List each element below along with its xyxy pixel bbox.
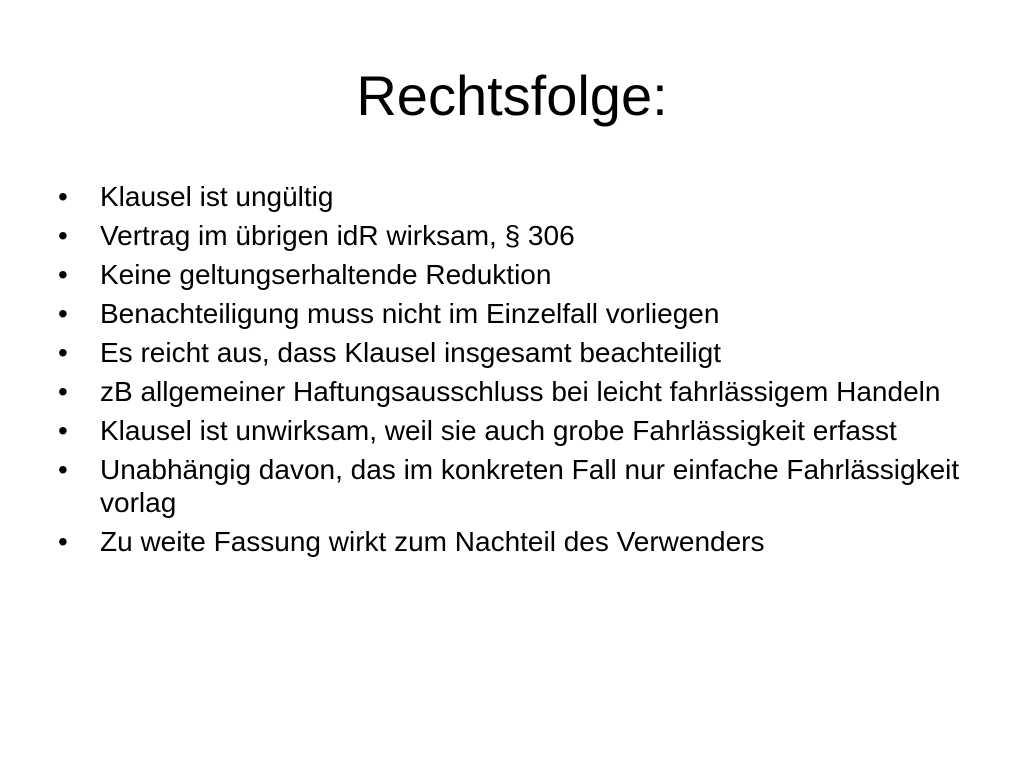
- slide-title: Rechtsfolge:: [356, 64, 668, 127]
- bullet-item-8: [58, 453, 988, 519]
- bullet-item-9: [58, 525, 988, 558]
- bullet-text: zB allgemeiner Haftungsausschluss bei leicht fahrlässigem Handeln: [100, 376, 941, 407]
- bullet-text: Klausel ist unwirksam, weil sie auch grobe Fahrlässigkeit erfasst: [100, 415, 897, 446]
- bullet-marker: •: [58, 415, 68, 446]
- bullet-marker: •: [58, 376, 68, 407]
- bullet-marker: •: [58, 454, 68, 485]
- bullet-marker: •: [58, 220, 68, 251]
- bullet-list: [58, 180, 988, 564]
- bullet-text: Klausel ist ungültig: [100, 181, 334, 212]
- bullet-item-1: [58, 180, 988, 213]
- bullet-text: Benachteiligung muss nicht im Einzelfall vorliegen: [100, 298, 720, 329]
- bullet-text: Es reicht aus, dass Klausel insgesamt beachteiligt: [100, 337, 721, 368]
- bullet-item-7: [58, 414, 988, 447]
- bullet-text: Zu weite Fassung wirkt zum Nachteil des Verwenders: [100, 526, 765, 557]
- bullet-item-4: [58, 297, 988, 330]
- bullet-text: Vertrag im übrigen idR wirksam, § 306: [100, 220, 575, 251]
- bullet-marker: •: [58, 181, 68, 212]
- bullet-item-3: [58, 258, 988, 291]
- bullet-item-5: [58, 336, 988, 369]
- bullet-text: Unabhängig davon, das im konkreten Fall nur einfache Fahrlässigkeit vorlag: [100, 454, 960, 518]
- bullet-marker: •: [58, 526, 68, 557]
- bullet-item-2: [58, 219, 988, 252]
- bullet-marker: •: [58, 298, 68, 329]
- bullet-text: Keine geltungserhaltende Reduktion: [100, 259, 552, 290]
- bullet-item-6: [58, 375, 988, 408]
- bullet-marker: •: [58, 337, 68, 368]
- bullet-marker: •: [58, 259, 68, 290]
